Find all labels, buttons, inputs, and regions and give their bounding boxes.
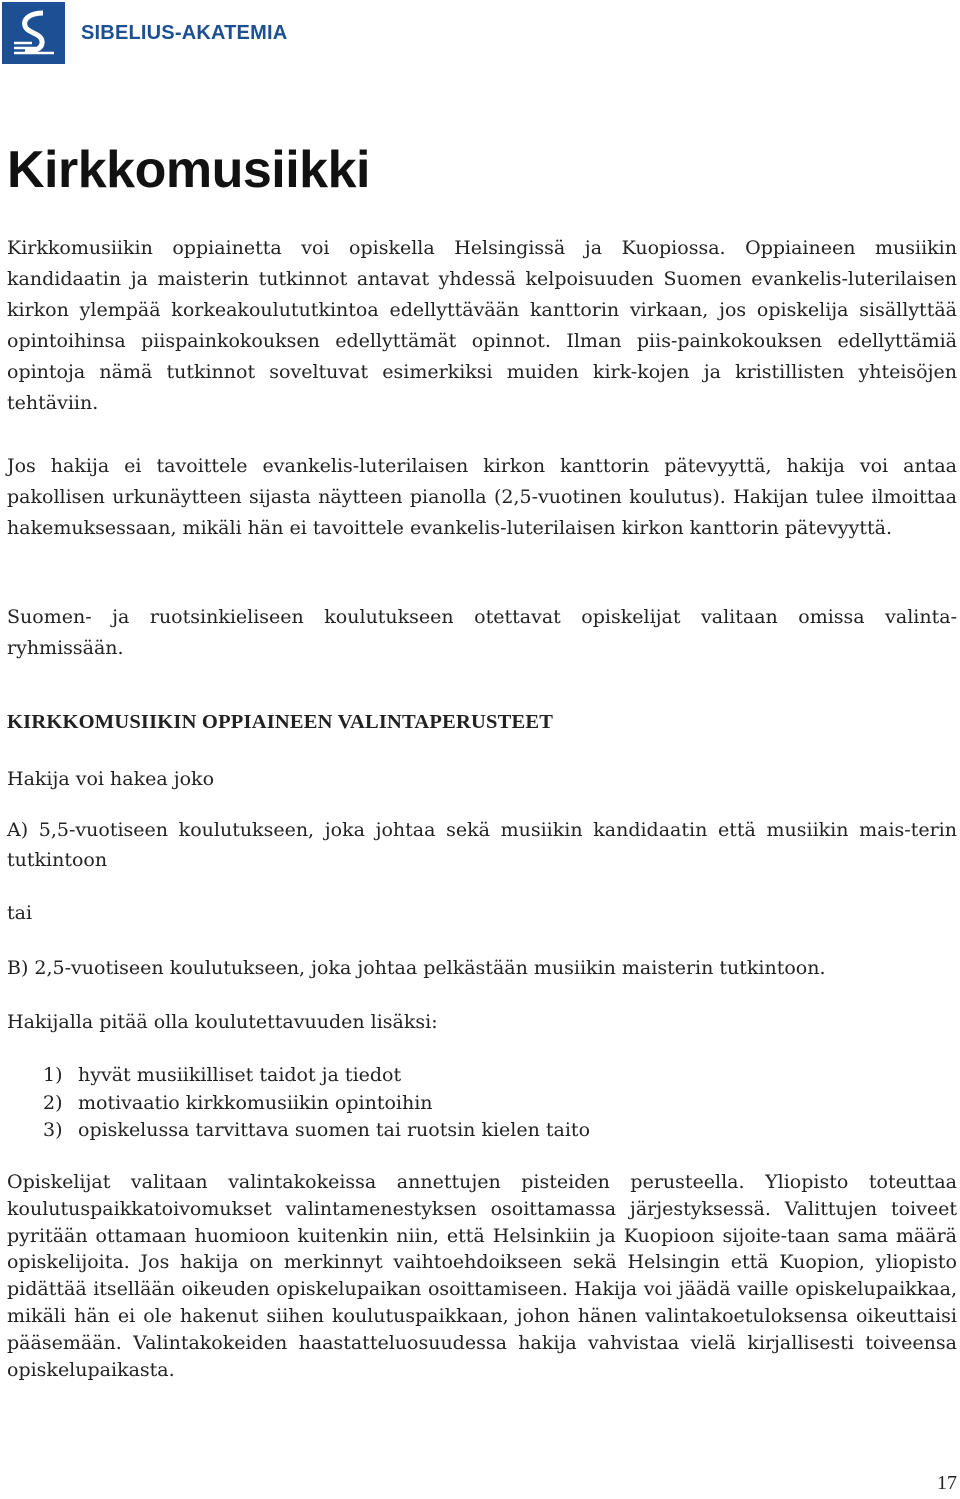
option-a: A) 5,5-vuotiseen koulutukseen, joka johtaa sekä musiikin kandidaatin että musiikin mais-terin tutkintoon	[7, 819, 957, 871]
intro-paragraph-1: Kirkkomusiikin oppiainetta voi opiskella Helsingissä ja Kuopiossa. Oppiaineen musiikin kandidaatin ja maisterin tutkinnot antavat yhdessä kelpoisuuden Suomen evankelis-luterilaisen kirkon ylempää korkeakoulututkintoa edellyttävään kanttorin virkaan, jos opiskelija sisällyttää opintoihinsa piispainkokouksen edellyttämät opinnot. Ilman piis-painkokouksen edellyttämiä opintoja nämä tutkinnot soveltuvat esimerkiksi muiden kirk-kojen ja kristillisten yhteisöjen tehtäviin.	[7, 237, 957, 414]
or-text: tai	[7, 902, 33, 924]
apply-intro: Hakija voi hakea joko	[7, 768, 215, 790]
section-heading: KIRKKOMUSIIKIN OPPIAINEEN VALINTAPERUSTEET	[7, 711, 554, 733]
list-item-text: opiskelussa tarvittava suomen tai ruotsin kielen taito	[78, 1119, 591, 1141]
list-item	[43, 1062, 590, 1090]
list-item	[43, 1090, 590, 1118]
intro-paragraph-2: Jos hakija ei tavoittele evankelis-luterilaisen kirkon kanttorin pätevyyttä, hakija voi antaa pakollisen urkunäytteen sijasta näytteen pianolla (2,5-vuotinen koulutus). Hakijan tulee ilmoittaa hakemuksessaan, mikäli hän ei tavoittele evankelis-luterilaisen kirkon kanttorin pätevyyttä.	[7, 455, 957, 539]
intro-paragraph-3: Suomen- ja ruotsinkieliseen koulutukseen otettavat opiskelijat valitaan omissa valinta-ryhmissään.	[7, 606, 957, 659]
list-item-number: 1)	[43, 1064, 63, 1086]
list-item-text: hyvät musiikilliset taidot ja tiedot	[78, 1064, 402, 1086]
page-title: Kirkkomusiikki	[7, 141, 370, 199]
list-item	[43, 1117, 590, 1145]
page-number: 17	[937, 1472, 957, 1494]
logo-text: SIBELIUS-AKATEMIA	[81, 21, 288, 44]
list-item-text: motivaatio kirkkomusiikin opintoihin	[78, 1091, 433, 1114]
selection-paragraph: Opiskelijat valitaan valintakokeissa annettujen pisteiden perusteella. Yliopisto toteuttaa koulutuspaikkatoivomukset valintamenestyksen osoittamassa järjestyksessä. Valittujen toiveet pyritään ottamaan huomioon kuitenkin niin, että Helsinkiin ja Kuopioon sijoite-taan sama määrä opiskelijoita. Jos hakija on merkinnyt vaihtoehdoikseen sekä Helsingin että Kuopion, yliopisto pidättää itsellään oikeuden opiskelupaikan osoittamiseen. Hakija voi jäädä vaille opiskelupaikkaa, mikäli hän ei ole hakenut siihen koulutuspaikkaan, johon hänen valintakoetuloksensa oikeuttaisi pääsemään. Valintakokeiden haastatteluosuudessa hakija vahvistaa vielä kirjallisesti toiveensa opiskelupaikasta.	[7, 1171, 957, 1381]
list-item-number: 3)	[43, 1119, 63, 1141]
option-b: B) 2,5-vuotiseen koulutukseen, joka johtaa pelkästään musiikin maisterin tutkintoon.	[7, 957, 826, 979]
requirements-intro: Hakijalla pitää olla koulutettavuuden lisäksi:	[7, 1011, 438, 1033]
list-item-number: 2)	[43, 1091, 63, 1114]
requirements-list	[43, 1062, 590, 1145]
logo	[2, 2, 287, 64]
sibelius-academy-logo-icon	[2, 2, 65, 64]
